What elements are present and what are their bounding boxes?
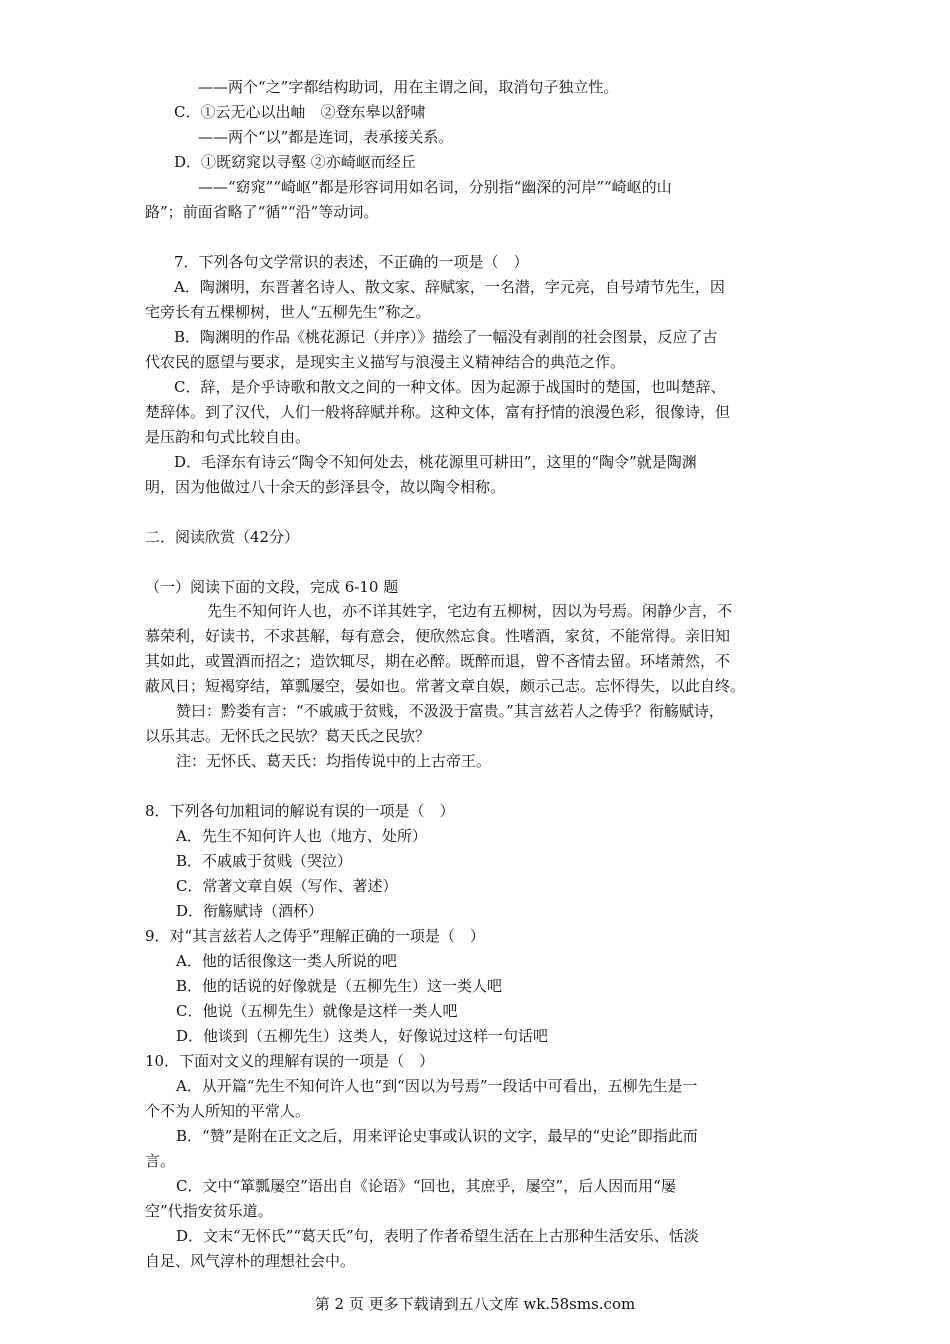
q10-option-a-line2: 个不为人所知的平常人。 bbox=[145, 1102, 311, 1120]
q7-option-c-line3: 是压韵和句式比较自由。 bbox=[145, 428, 311, 446]
passage-paragraph1-line3: 其如此，或置酒而招之；造饮辄尽，期在必醉。既醉而退，曾不吝情去留。环堵萧然，不 bbox=[145, 652, 731, 670]
q6-option-c: C．①云无心以出岫 ②登东皋以舒啸 bbox=[174, 103, 426, 121]
q7-option-c-line1: C．辞，是介乎诗歌和散文之间的一种文体。因为起源于战国时的楚国，也叫楚辞、 bbox=[174, 378, 726, 396]
q7-option-d-line2: 明，因为他做过八十余天的彭泽县令，故以陶令相称。 bbox=[145, 478, 506, 496]
q8-option-b: B．不戚戚于贫贱（哭泣） bbox=[176, 852, 353, 870]
passage-instruction: （一）阅读下面的文段，完成 6-10 题 bbox=[145, 578, 399, 596]
q7-option-c-line2: 楚辞体。到了汉代，人们一般将辞赋并称。这种文体，富有抒情的浪漫色彩，很像诗，但 bbox=[145, 403, 731, 421]
q8-option-d: D．衔觞赋诗（酒杯） bbox=[176, 902, 324, 920]
passage-paragraph1-line4: 蔽风日；短褐穿结，箪瓢屡空，晏如也。常著文章自娱，颇示己志。忘怀得失，以此自终。 bbox=[145, 677, 746, 695]
q6-option-d-note-line2: 路”；前面省略了“循”“沿”等动词。 bbox=[145, 203, 379, 221]
passage-paragraph1-line2: 慕荣利，好读书，不求甚解，每有意会，便欣然忘食。性嗜酒，家贫，不能常得。亲旧知 bbox=[145, 627, 731, 645]
q10-option-c-line2: 空”代指安贫乐道。 bbox=[145, 1202, 273, 1220]
q6-option-d: D．①既窈窕以寻壑 ②亦崎岖而经丘 bbox=[174, 153, 416, 171]
q6-option-d-note-line1: ——“窈窕”“崎岖”都是形容词用如名词，分别指“幽深的河岸”“崎岖的山 bbox=[198, 178, 672, 196]
q7-option-a-line2: 宅旁长有五棵柳树，世人“五柳先生”称之。 bbox=[145, 303, 431, 321]
q9-stem: 9．对“其言兹若人之俦乎”理解正确的一项是（ ） bbox=[145, 927, 485, 945]
q7-option-b-line2: 代农民的愿望与要求，是现实主义描写与浪漫主义精神结合的典范之作。 bbox=[145, 353, 626, 371]
q9-option-a: A．他的话很像这一类人所说的吧 bbox=[176, 952, 397, 970]
q9-option-b: B．他的话说的好像就是（五柳先生）这一类人吧 bbox=[176, 977, 503, 995]
q10-stem: 10．下面对文义的理解有误的一项是（ ） bbox=[145, 1052, 435, 1070]
q7-stem: 7．下列各句文学常识的表述，不正确的一项是（ ） bbox=[174, 253, 529, 271]
q7-option-d-line1: D．毛泽东有诗云“陶令不知何处去，桃花源里可耕田”，这里的“陶令”就是陶渊 bbox=[174, 453, 697, 471]
q8-stem: 8．下列各句加粗词的解说有误的一项是（ ） bbox=[145, 802, 455, 820]
page-footer: 第 2 页 更多下载请到五八文库 wk.58sms.com bbox=[314, 1295, 636, 1313]
q7-option-a-line1: A．陶渊明，东晋著名诗人、散文家、辞赋家，一名潜，字元亮，自号靖节先生，因 bbox=[174, 278, 725, 296]
passage-paragraph2-line1: 赞曰：黔娄有言：“不戚戚于贫贱，不汲汲于富贵。”其言兹若人之俦乎？衔觞赋诗， bbox=[176, 702, 724, 720]
q8-option-c: C．常著文章自娱（写作、著述） bbox=[176, 877, 398, 895]
q7-option-b-line1: B．陶渊明的作品《桃花源记（并序）》描绘了一幅没有剥削的社会图景，反应了古 bbox=[174, 328, 718, 346]
q10-option-b-line1: B．“赞”是附在正文之后，用来评论史事或认识的文字，最早的“史论”即指此而 bbox=[176, 1127, 698, 1145]
q10-option-a-line1: A．从开篇“先生不知何许人也”到“因以为号焉”一段话中可看出，五柳先生是一 bbox=[176, 1077, 698, 1095]
q10-option-d-line2: 自足、风气淳朴的理想社会中。 bbox=[145, 1252, 356, 1270]
q10-option-d-line1: D．文末“无怀氏”“葛天氏”句，表明了作者希望生活在上古那种生活安乐、恬淡 bbox=[176, 1227, 699, 1245]
q10-option-c-line1: C．文中“箪瓢屡空”语出自《论语》“回也，其庶乎，屡空”，后人因而用“屡 bbox=[176, 1177, 676, 1195]
passage-paragraph1-line1: 先生不知何许人也，亦不详其姓字，宅边有五柳树，因以为号焉。闲静少言，不 bbox=[207, 602, 733, 620]
q9-option-c: C．他说（五柳先生）就像是这样一类人吧 bbox=[176, 1002, 458, 1020]
q8-option-a: A．先生不知何许人也（地方、处所） bbox=[176, 827, 427, 845]
q10-option-b-line2: 言。 bbox=[145, 1152, 176, 1170]
passage-note: 注：无怀氏、葛天氏：均指传说中的上古帝王。 bbox=[176, 752, 492, 770]
passage-paragraph2-line2: 以乐其志。无怀氏之民欤？葛天氏之民欤？ bbox=[145, 727, 431, 745]
q6-option-c-note: ——两个“以”都是连词，表承接关系。 bbox=[198, 128, 454, 146]
q6-option-b-note: ——两个“之”字都结构助词，用在主谓之间，取消句子独立性。 bbox=[198, 78, 619, 96]
section-heading: 二．阅读欣赏（42分） bbox=[145, 528, 300, 546]
q9-option-d: D．他谈到（五柳先生）这类人，好像说过这样一句话吧 bbox=[176, 1027, 549, 1045]
